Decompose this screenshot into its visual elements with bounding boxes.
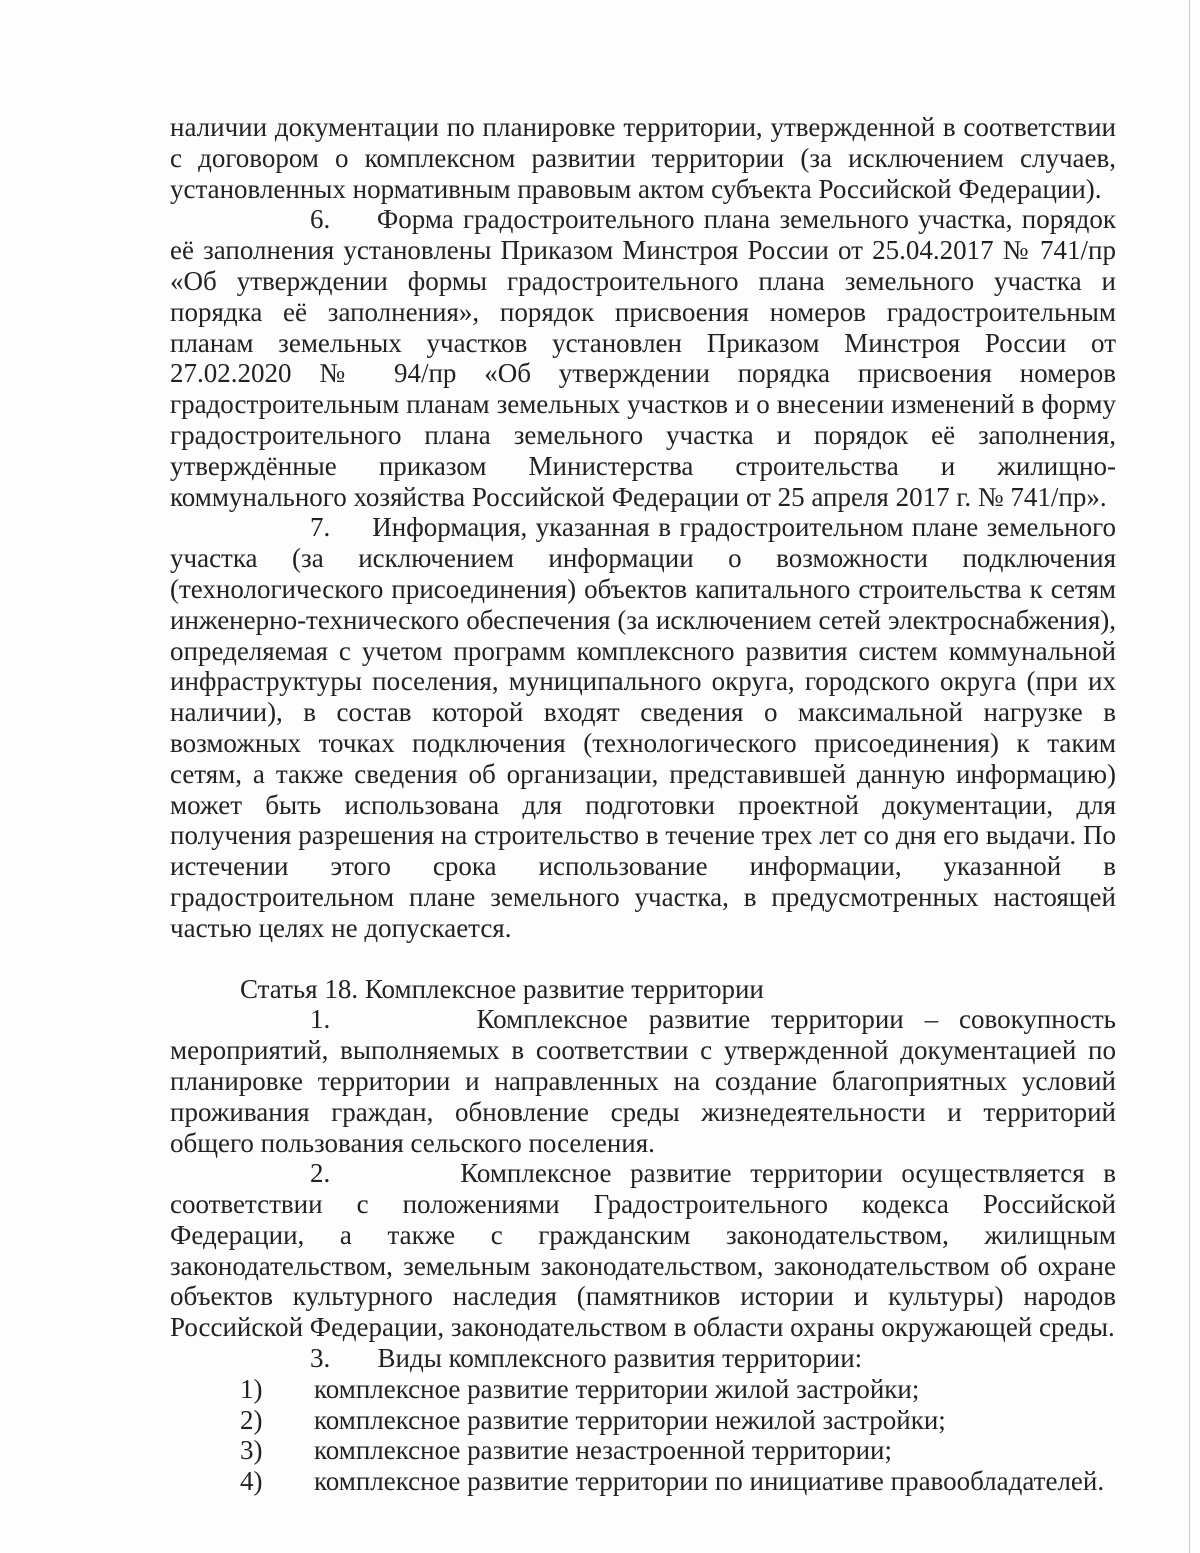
list-item	[170, 1466, 1116, 1497]
paragraph-number: 1.	[310, 1004, 331, 1035]
list-item	[170, 1374, 1116, 1405]
paragraph-7	[170, 512, 1116, 943]
article-heading: Статья 18. Комплексное развитие территории	[240, 973, 764, 1004]
paragraph-number: 6.	[310, 204, 331, 235]
list-item-text: комплексное развитие территории жилой застройки;	[314, 1373, 920, 1404]
paragraph-text: Форма градостроительного плана земельного участка, порядок её заполнения установлены Приказом Минстроя России от 25.04.2017 № 741/пр «Об утверждении формы градостроительного плана земельного участка и порядка её заполнения», порядок присвоения номеров градостроительным планам земельных участков установлен Приказом Минстроя России от 27.02.2020 № 94/пр «Об утверждении порядка присвоения номеров градостроительным планам земельных участков и о внесении изменений в форму градостроительного плана земельного участка и порядок её заполнения, утверждённые приказом Министерства строительства и жилищно-коммунального хозяйства Российской Федерации от 25 апреля 2017 г. № 741/пр».	[170, 204, 1116, 512]
article-paragraph-3	[170, 1343, 1116, 1374]
document-body	[170, 112, 1116, 1497]
list-item	[170, 1435, 1116, 1466]
list-item-number: 3)	[240, 1435, 263, 1466]
list-item-text: комплексное развитие незастроенной территории;	[314, 1435, 893, 1466]
paragraph-text: Виды комплексного развития территории:	[377, 1343, 863, 1374]
list-item-number: 2)	[240, 1404, 263, 1435]
paragraph-text: Комплексное развитие территории осуществляется в соответствии с положениями Градостроительного кодекса Российской Федерации, а также с гражданским законодательством, жилищным законодательством, земельным законодательством, законодательством об охране объектов культурного наследия (памятников истории и культуры) народов Российской Федерации, законодательством в области охраны окружающей среды.	[170, 1158, 1116, 1343]
paragraph-text: наличии документации по планировке территории, утвержденной в соответствии с договором о комплексном развитии территории (за исключением случаев, установленных нормативным правовым актом субъекта Российской Федерации).	[170, 112, 1116, 204]
paragraph-number: 3.	[310, 1343, 331, 1374]
paragraph-text: Комплексное развитие территории – совокупность мероприятий, выполняемых в соответствии с утвержденной документацией по планировке территории и направленных на создание благоприятных условий проживания граждан, обновление среды жизнедеятельности и территорий общего пользования сельского поселения.	[170, 1004, 1116, 1158]
paragraph-text: Информация, указанная в градостроительном плане земельного участка (за исключением информации о возможности подключения (технологического присоединения) объектов капитального строительства к сетям инженерно-технического обеспечения (за исключением сетей электроснабжения), определяемая с учетом программ комплексного развития систем коммунальной инфраструктуры поселения, муниципального округа, городского округа (при их наличии), в состав которой входят сведения о максимальной нагрузке в возможных точках подключения (технологического присоединения) к таким сетям, а также сведения об организации, представившей данную информацию) может быть использована для подготовки проектной документации, для получения разрешения на строительство в течение трех лет со дня его выдачи. По истечении этого срока использование информации, указанной в градостроительном плане земельного участка, в предусмотренных настоящей частью целях не допускается.	[170, 512, 1117, 943]
list-item	[170, 1405, 1116, 1436]
list-item-number: 1)	[240, 1373, 263, 1404]
paragraph-continuation	[170, 112, 1116, 204]
paragraph-number: 7.	[310, 512, 331, 543]
paragraph-6	[170, 204, 1116, 512]
list-item-text: комплексное развитие территории по инициативе правообладателей.	[314, 1466, 1105, 1497]
list-item-text: комплексное развитие территории нежилой застройки;	[314, 1404, 946, 1435]
article-paragraph-2	[170, 1158, 1116, 1343]
scan-edge-line	[1189, 0, 1190, 1553]
list-item-number: 4)	[240, 1466, 263, 1497]
paragraph-number: 2.	[310, 1158, 331, 1189]
article-paragraph-1	[170, 1004, 1116, 1158]
